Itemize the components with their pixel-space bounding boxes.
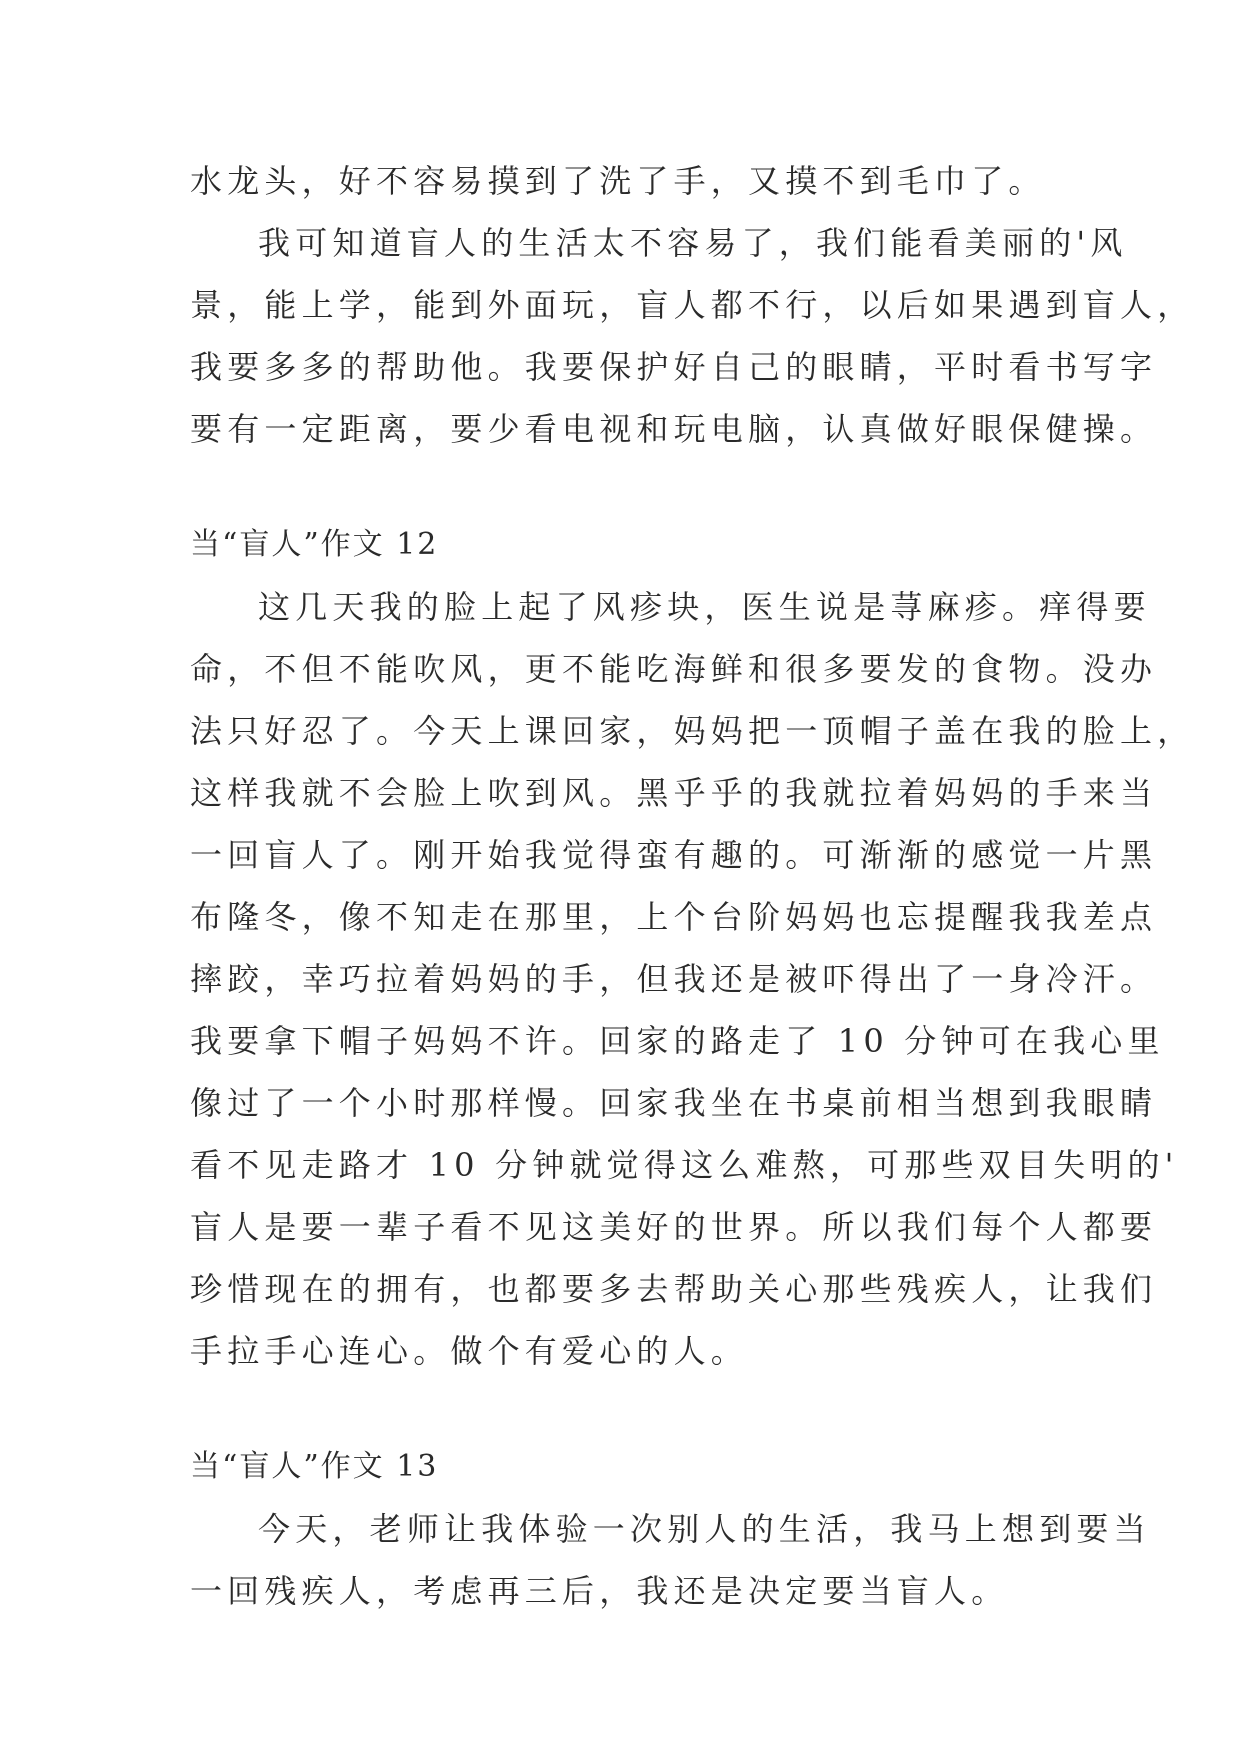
text-line: 我要多多的帮助他。我要保护好自己的眼睛，平时看书写字 xyxy=(190,348,1158,386)
text-line: 像过了一个小时那样慢。回家我坐在书桌前相当想到我眼睛 xyxy=(190,1084,1158,1122)
text-line: 水龙头，好不容易摸到了洗了手，又摸不到毛巾了。 xyxy=(190,162,1046,200)
text-line: 今天，老师让我体验一次别人的生活，我马上想到要当 xyxy=(258,1510,1151,1548)
text-line: 摔跤，幸巧拉着妈妈的手，但我还是被吓得出了一身冷汗。 xyxy=(190,960,1158,998)
text-line: 我可知道盲人的生活太不容易了，我们能看美丽的'风 xyxy=(258,224,1128,262)
text-line: 这几天我的脸上起了风疹块，医生说是荨麻疹。痒得要 xyxy=(258,588,1151,626)
essay-heading: 当“盲人”作文 12 xyxy=(190,527,439,562)
document-page xyxy=(190,150,1195,1622)
text-line: 这样我就不会脸上吹到风。黑乎乎的我就拉着妈妈的手来当 xyxy=(190,774,1158,812)
text-line: 珍惜现在的拥有，也都要多去帮助关心那些残疾人，让我们 xyxy=(190,1270,1158,1308)
text-line: 盲人是要一辈子看不见这美好的世界。所以我们每个人都要 xyxy=(190,1208,1158,1246)
text-line: 景，能上学，能到外面玩，盲人都不行，以后如果遇到盲人， xyxy=(190,286,1195,324)
paragraph-continuation xyxy=(190,150,1060,212)
text-line: 一回残疾人，考虑再三后，我还是决定要当盲人。 xyxy=(190,1572,1009,1610)
text-line: 手拉手心连心。做个有爱心的人。 xyxy=(190,1332,749,1370)
text-line: 看不见走路才 10 分钟就觉得这么难熬，可那些双目失明的' xyxy=(190,1146,1179,1184)
paragraph xyxy=(190,212,1195,460)
text-line: 我要拿下帽子妈妈不许。回家的路走了 10 分钟可在我心里 xyxy=(190,1022,1165,1060)
essay-heading: 当“盲人”作文 13 xyxy=(190,1449,439,1484)
text-line: 要有一定距离，要少看电视和玩电脑，认真做好眼保健操。 xyxy=(190,410,1158,448)
paragraph xyxy=(190,1498,1151,1622)
text-line: 法只好忍了。今天上课回家，妈妈把一顶帽子盖在我的脸上， xyxy=(190,712,1195,750)
text-line: 命，不但不能吹风，更不能吃海鲜和很多要发的食物。没办 xyxy=(190,650,1158,688)
text-line: 一回盲人了。刚开始我觉得蛮有趣的。可渐渐的感觉一片黑 xyxy=(190,836,1158,874)
text-line: 布隆冬，像不知走在那里，上个台阶妈妈也忘提醒我我差点 xyxy=(190,898,1158,936)
paragraph xyxy=(190,576,1195,1382)
